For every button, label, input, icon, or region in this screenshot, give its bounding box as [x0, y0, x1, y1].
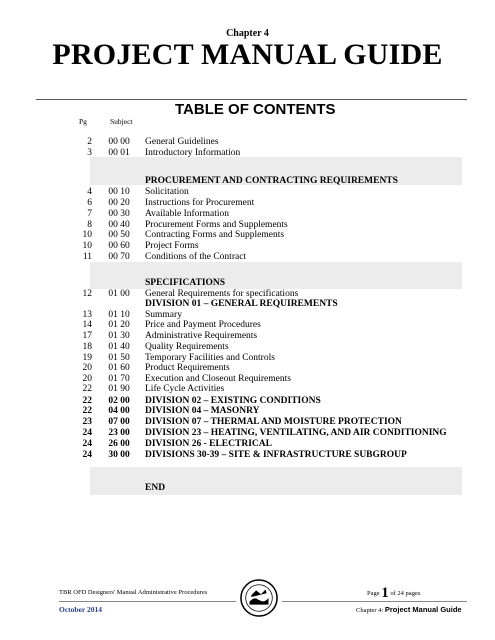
toc-row	[0, 198, 495, 209]
toc-code: 23 00	[108, 428, 130, 438]
toc-page: 24	[82, 450, 92, 460]
toc-row	[0, 241, 495, 252]
toc-row	[0, 187, 495, 198]
toc-page: 19	[82, 353, 92, 363]
toc-subject: Project Forms	[145, 241, 199, 251]
toc-subject: Execution and Closeout Requirements	[145, 374, 291, 384]
toc-subject: Contracting Forms and Supplements	[145, 230, 285, 240]
toc-subject: DIVISION 23 – HEATING, VENTILATING, AND AIR CONDITIONING	[145, 428, 447, 438]
page-title: PROJECT MANUAL GUIDE	[52, 38, 443, 71]
toc-code: 26 00	[108, 439, 130, 449]
toc-code: 00 00	[108, 137, 130, 147]
toc-page: 12	[82, 289, 92, 299]
toc-subject: DIVISION 01 – GENERAL REQUIREMENTS	[145, 299, 338, 309]
toc-page: 22	[82, 384, 92, 394]
toc-row	[0, 278, 495, 289]
toc-subject: Administrative Requirements	[145, 331, 258, 341]
column-header-pg: Pg	[79, 117, 87, 126]
toc-subject: Conditions of the Contract	[145, 252, 247, 262]
toc-subject: Life Cycle Activities	[145, 384, 225, 394]
state-seal-icon	[240, 579, 278, 617]
toc-page: 4	[87, 187, 92, 197]
toc-subject: DIVISION 04 – MASONRY	[145, 406, 260, 416]
toc-code: 00 50	[108, 230, 130, 240]
toc-page: 7	[87, 209, 92, 219]
toc-page: 17	[82, 331, 92, 341]
toc-subject: General Requirements for specifications	[145, 289, 299, 299]
toc-code: 00 70	[108, 252, 130, 262]
toc-code: 01 10	[108, 310, 130, 320]
toc-subject: Summary	[145, 310, 182, 320]
toc-page: 14	[82, 320, 92, 330]
toc-subject: Temporary Facilities and Controls	[145, 353, 275, 363]
footer-chapter	[356, 605, 462, 614]
toc-page: 10	[82, 230, 92, 240]
toc-code: 01 20	[108, 320, 130, 330]
toc-code: 00 01	[108, 148, 130, 158]
toc-row	[0, 417, 495, 428]
toc-code: 00 40	[108, 220, 130, 230]
toc-row	[0, 230, 495, 241]
toc-code: 01 60	[108, 363, 130, 373]
toc-code: 01 30	[108, 331, 130, 341]
toc-subject: END	[145, 483, 166, 493]
toc-code: 30 00	[108, 450, 130, 460]
toc-code: 01 90	[108, 384, 130, 394]
toc-page: 20	[82, 363, 92, 373]
toc-page: 11	[82, 252, 92, 262]
toc-subject: Available Information	[145, 209, 229, 219]
toc-subject: DIVISION 26 - ELECTRICAL	[145, 439, 272, 449]
toc-code: 00 30	[108, 209, 130, 219]
toc-subject: DIVISIONS 30-39 – SITE & INFRASTRUCTURE SUBGROUP	[145, 450, 407, 460]
toc-row	[0, 299, 495, 310]
toc-code: 01 00	[108, 289, 130, 299]
footer-manual-name: TBR OFD Designers' Manual Administrative Procedures	[59, 589, 208, 596]
toc-code: 01 40	[108, 342, 130, 352]
toc-subject: General Guidelines	[145, 137, 219, 147]
toc-subject: Product Requirements	[145, 363, 230, 373]
title-divider	[36, 99, 467, 100]
toc-row	[0, 176, 495, 187]
page-suffix: of 24 pages	[390, 590, 421, 597]
footer-page-number	[367, 585, 420, 602]
page-prefix: Page	[367, 590, 380, 597]
toc-page: 13	[82, 310, 92, 320]
toc-code: 00 60	[108, 241, 130, 251]
toc-row	[0, 209, 495, 220]
toc-subject: Solicitation	[145, 187, 189, 197]
toc-subject: Instructions for Procurement	[145, 198, 255, 208]
toc-row	[0, 363, 495, 374]
toc-subject: DIVISION 02 – EXISTING CONDITIONS	[145, 396, 321, 406]
chapter-prefix: Chapter 4:	[356, 607, 384, 614]
toc-code: 00 20	[108, 198, 130, 208]
toc-subject: PROCUREMENT AND CONTRACTING REQUIREMENTS	[145, 176, 398, 186]
column-header-subject: Subject	[110, 117, 133, 126]
toc-subject: Quality Requirements	[145, 342, 229, 352]
toc-row	[0, 252, 495, 263]
toc-page: 22	[82, 396, 92, 406]
toc-page: 18	[82, 342, 92, 352]
toc-subject: Price and Payment Procedures	[145, 320, 261, 330]
toc-code: 00 10	[108, 187, 130, 197]
toc-row	[0, 406, 495, 417]
toc-row	[0, 331, 495, 342]
chapter-name: Project Manual Guide	[384, 605, 462, 614]
toc-page: 24	[82, 439, 92, 449]
toc-row	[0, 428, 495, 439]
page-number: 1	[381, 585, 389, 601]
toc-page: 23	[82, 417, 92, 427]
toc-page: 20	[82, 374, 92, 384]
footer-date: October 2014	[59, 605, 102, 614]
chapter-label: Chapter 4	[226, 28, 269, 39]
toc-page: 2	[87, 137, 92, 147]
toc-code: 04 00	[108, 406, 130, 416]
footer-rule-left	[59, 601, 236, 602]
toc-page: 10	[82, 241, 92, 251]
toc-page: 24	[82, 428, 92, 438]
toc-code: 01 70	[108, 374, 130, 384]
toc-row	[0, 439, 495, 450]
toc-subject: Introductory Information	[145, 148, 241, 158]
toc-row	[0, 148, 495, 159]
toc-page: 22	[82, 406, 92, 416]
toc-page: 3	[87, 148, 92, 158]
toc-subject: SPECIFICATIONS	[145, 278, 226, 288]
toc-code: 07 00	[108, 417, 130, 427]
toc-row	[0, 320, 495, 331]
toc-code: 01 50	[108, 353, 130, 363]
toc-row	[0, 483, 495, 494]
toc-title: TABLE OF CONTENTS	[175, 101, 336, 118]
toc-subject: DIVISION 07 – THERMAL AND MOISTURE PROTECTION	[145, 417, 402, 427]
toc-page: 6	[87, 198, 92, 208]
toc-code: 02 00	[108, 396, 130, 406]
toc-page: 8	[87, 220, 92, 230]
toc-row	[0, 450, 495, 461]
toc-row	[0, 137, 495, 148]
toc-subject: Procurement Forms and Supplements	[145, 220, 288, 230]
toc-row	[0, 384, 495, 395]
toc-row	[0, 342, 495, 353]
